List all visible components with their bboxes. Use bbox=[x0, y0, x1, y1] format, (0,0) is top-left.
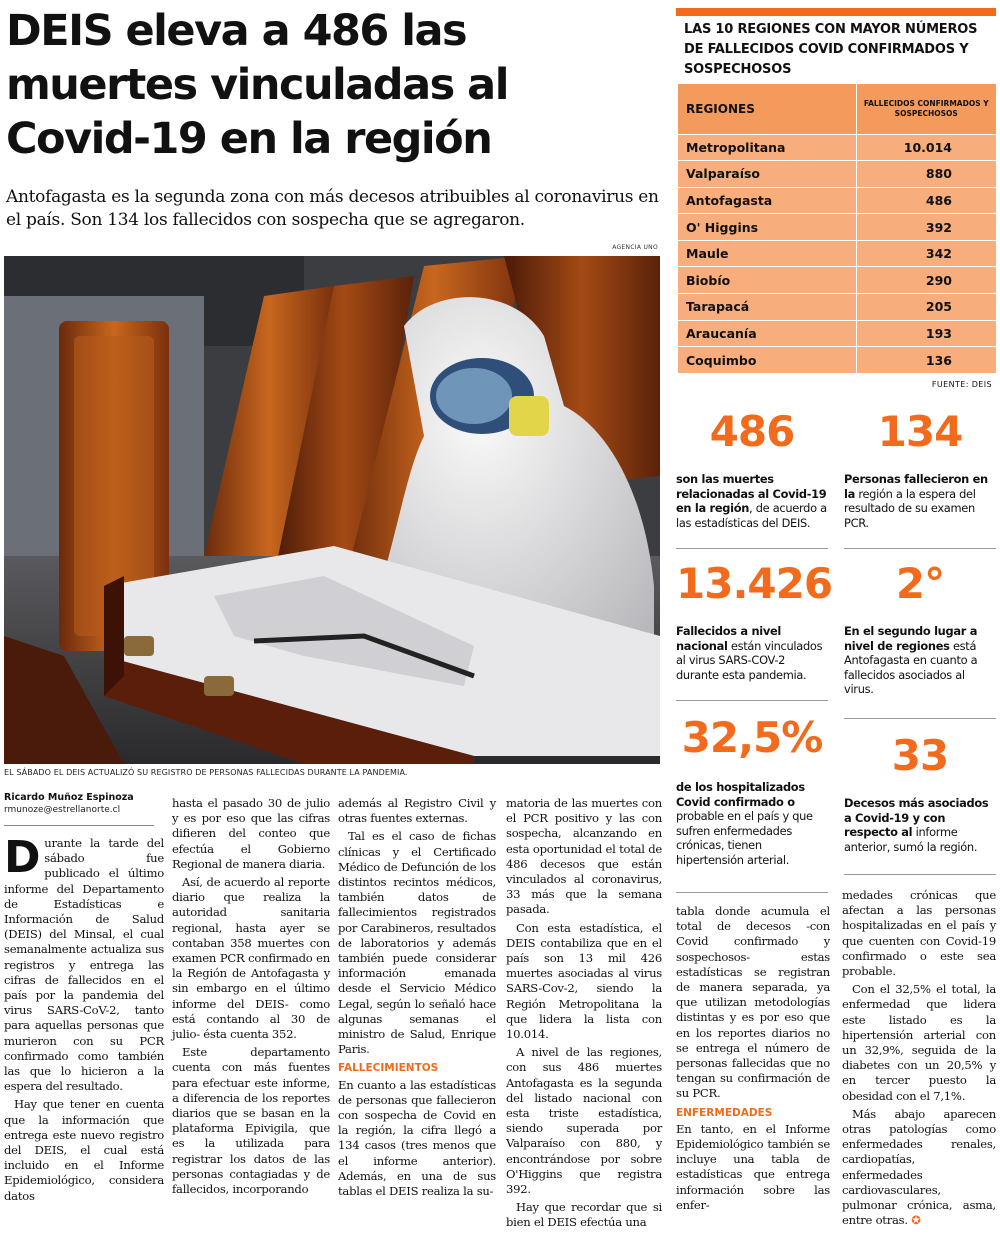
body-column-1 bbox=[4, 832, 164, 1207]
region-name: Antofagasta bbox=[678, 187, 856, 214]
byline-divider bbox=[4, 825, 154, 826]
table-row bbox=[678, 267, 996, 294]
region-value: 392 bbox=[856, 214, 996, 241]
table-row bbox=[678, 161, 996, 188]
region-value: 205 bbox=[856, 294, 996, 321]
stat-text: de los hospitalizados Covid confirmado o probable en el país y que sufren enfermedades crónicas, tienen hipertensión arterial. bbox=[676, 780, 813, 867]
paragraph: Hay que tener en cuenta que la información que entrega este nuevo registro del DEIS, el cual está incluido en el Informe Epidemiológico, considera datos bbox=[4, 1097, 164, 1203]
divider bbox=[844, 874, 996, 875]
worker-with-coffins-photo bbox=[4, 256, 660, 764]
paragraph: Con el 32,5% el total, la enfermedad que lidera este listado es la hipertensión arterial con un 32,9%, seguida de la diabetes con un 20,5% y en tercer puesto la obesidad con el 7,1%. bbox=[842, 982, 996, 1103]
stat-block bbox=[844, 556, 996, 697]
body-column-5 bbox=[676, 904, 830, 1216]
header-regions: REGIONES bbox=[678, 84, 856, 134]
paragraph: Tal es el caso de fichas clínicas y el Certificado Médico de Defunción de los distintos recintos médicos, también datos de fallecimientos registrados por Carabineros, resultados de laboratorios y además también puede considerar información emanada desde el Servicio Médico Legal, según lo señaló hace algunas semanas el ministro de Salud, Enrique Paris. bbox=[338, 829, 496, 1057]
table-top-bar bbox=[676, 8, 996, 16]
paragraph: medades crónicas que afectan a las personas hospitalizadas en el país y que cuenten con Covid-19 confirmado o este sea probable. bbox=[842, 888, 996, 979]
stat-number: 2° bbox=[895, 559, 945, 608]
subhead-enfermedades: ENFERMEDADES bbox=[676, 1106, 773, 1119]
author-name: Ricardo Muñoz Espinoza bbox=[4, 792, 134, 803]
region-name: Coquimbo bbox=[678, 347, 856, 374]
stat-number: 13.426 bbox=[676, 559, 833, 608]
divider bbox=[844, 548, 996, 549]
headline: DEIS eleva a 486 las muertes vinculadas al Covid-19 en la región bbox=[6, 6, 508, 164]
table-header-row bbox=[678, 84, 996, 134]
dropcap: D bbox=[4, 832, 41, 883]
body-column-6 bbox=[842, 888, 996, 1231]
region-name: Biobío bbox=[678, 267, 856, 294]
paragraph: Durante la tarde del sábado fue publicado el último informe del Departamento de Estadísticas e Información de Salud (DEIS) del Minsal, el cual semanalmente actualiza sus registros y entrega las cifras de fallecidos en el país por la pandemia del virus SARS-CoV-2, tanto para aquellas personas que murieron con su PCR confirmado como también las que lo hicieron a la espera del resultado. bbox=[4, 832, 164, 1094]
subhead-fallecimientos: FALLECIMIENTOS bbox=[338, 1062, 439, 1075]
divider bbox=[676, 892, 828, 893]
paragraph: Así, de acuerdo al reporte diario que realiza la autoridad sanitaria regional, hasta ayer se contaban 358 muertes con examen PCR confirmado en la Región de Antofagasta y sin embargo en el último informe del DEIS- como está contando al 30 de julio- ésta cuenta 352. bbox=[172, 875, 330, 1042]
table-row bbox=[678, 294, 996, 321]
stat-number: 32,5% bbox=[681, 713, 823, 762]
regions-table bbox=[678, 84, 996, 373]
region-value: 10.014 bbox=[856, 134, 996, 161]
end-mark-icon: ✪ bbox=[911, 1213, 921, 1228]
stat-number: 134 bbox=[877, 407, 963, 456]
paragraph: además al Registro Civil y otras fuentes externas. bbox=[338, 796, 496, 826]
paragraph: Hay que recordar que si bien el DEIS efectúa una bbox=[506, 1200, 662, 1230]
region-name: Metropolitana bbox=[678, 134, 856, 161]
table-row bbox=[678, 347, 996, 374]
table-row bbox=[678, 187, 996, 214]
paragraph: Este departamento cuenta con más fuentes para efectuar este informe, a diferencia de los reportes diarios que se basan en la plataforma Epivigila, que es la utilizada para registrar los datos de las personas contagiadas y de fallecidos, incorporando bbox=[172, 1045, 330, 1197]
table-row bbox=[678, 214, 996, 241]
region-value: 193 bbox=[856, 320, 996, 347]
paragraph: tabla donde acumula el total de decesos -con Covid confirmado y sospechosos- estas estadísticas se registran de manera separada, ya que utilizan metodologías distintas y es por eso que en los reportes diarios no se entrega el número de personas fallecidas que no tengan su confirmación de su PCR. bbox=[676, 904, 830, 1101]
region-name: Valparaíso bbox=[678, 161, 856, 188]
stat-block bbox=[844, 404, 996, 530]
paragraph: En cuanto a las estadísticas de personas que fallecieron con sospecha de Covid en la región, la cifra llegó a 134 casos (tres menos que el informe anterior). Además, en una de sus tablas el DEIS realiza la su- bbox=[338, 1077, 496, 1199]
region-value: 136 bbox=[856, 347, 996, 374]
paragraph: hasta el pasado 30 de julio y es por eso que las cifras difieren del conteo que efectúa el Gobierno Regional de manera diaria. bbox=[172, 796, 330, 871]
region-name: Araucanía bbox=[678, 320, 856, 347]
paragraph: A nivel de las regiones, con sus 486 muertes Antofagasta es la segunda del listado nacional con esta triste estadística, siendo superada por Valparaíso con 880, y encontrándose por sobre O'Higgins que registra 392. bbox=[506, 1045, 662, 1197]
paragraph: Más abajo aparecen otras patologías como enfermedades renales, cardiopatías, enfermedades cardiovasculares, pulmonar crónica, asma, entre otras. ✪ bbox=[842, 1106, 996, 1228]
stat-number: 486 bbox=[709, 407, 795, 456]
paragraph: En tanto, en el Informe Epidemiológico también se incluye una tabla de estadísticas que entrega información sobre las enfer- bbox=[676, 1121, 830, 1212]
stat-text: Personas fallecieron en la región a la espera del resultado de su examen PCR. bbox=[844, 472, 988, 530]
body-column-4 bbox=[506, 796, 662, 1234]
deck: Antofagasta es la segunda zona con más decesos atribuibles al coronavirus en el país. Son 134 los fallecidos con sospecha que se agregaron. bbox=[6, 187, 659, 230]
table-row bbox=[678, 240, 996, 267]
region-name: Maule bbox=[678, 240, 856, 267]
photo-caption: EL SÁBADO EL DEIS ACTUALIZÓ SU REGISTRO DE PERSONAS FALLECIDAS DURANTE LA PANDEMIA. bbox=[4, 768, 408, 777]
stat-number: 33 bbox=[891, 731, 949, 780]
photo-credit: AGENCIA UNO bbox=[612, 244, 658, 251]
body-column-3 bbox=[338, 796, 496, 1202]
table-row bbox=[678, 134, 996, 161]
header-deaths: FALLECIDOS CONFIRMADOS Y SOSPECHOSOS bbox=[856, 84, 996, 134]
stat-block bbox=[844, 728, 996, 854]
stat-block bbox=[676, 404, 828, 530]
byline bbox=[4, 792, 164, 815]
stat-block bbox=[676, 556, 833, 682]
stat-text: En el segundo lugar a nivel de regiones está Antofagasta en cuanto a fallecidos asociados al virus. bbox=[844, 624, 978, 696]
body-column-2 bbox=[172, 796, 330, 1200]
region-value: 880 bbox=[856, 161, 996, 188]
stat-text: Fallecidos a nivel nacional están vinculados al virus SARS-COV-2 durante esta pandemia. bbox=[676, 624, 823, 682]
divider bbox=[844, 718, 996, 719]
article-photo bbox=[4, 256, 660, 764]
divider bbox=[676, 700, 828, 701]
stat-text: Decesos más asociados a Covid-19 y con respecto al informe anterior, sumó la región. bbox=[844, 796, 989, 854]
paragraph: Con esta estadística, el DEIS contabiliza que en el país son 13 mil 426 muertes asociadas al virus SARS-Cov-2, siendo la Región Metropolitana la que lidera la lista con 10.014. bbox=[506, 920, 662, 1042]
paragraph: matoria de las muertes con el PCR positivo y las con sospecha, alcanzando en esta oportunidad el total de 486 decesos que están vinculados al coronavirus, 33 más que la semana pasada. bbox=[506, 796, 662, 917]
region-name: Tarapacá bbox=[678, 294, 856, 321]
table-source: FUENTE: DEIS bbox=[931, 380, 992, 389]
table-title: LAS 10 REGIONES CON MAYOR NÚMEROS DE FALLECIDOS COVID CONFIRMADOS Y SOSPECHOSOS bbox=[684, 22, 978, 77]
region-name: O' Higgins bbox=[678, 214, 856, 241]
table-row bbox=[678, 320, 996, 347]
stat-block bbox=[676, 710, 828, 867]
stat-text: son las muertes relacionadas al Covid-19 en la región, de acuerdo a las estadísticas del DEIS. bbox=[676, 472, 827, 530]
region-value: 342 bbox=[856, 240, 996, 267]
region-value: 486 bbox=[856, 187, 996, 214]
divider bbox=[676, 548, 828, 549]
author-email[interactable]: rmunoze@estrellanorte.cl bbox=[4, 805, 121, 815]
region-value: 290 bbox=[856, 267, 996, 294]
